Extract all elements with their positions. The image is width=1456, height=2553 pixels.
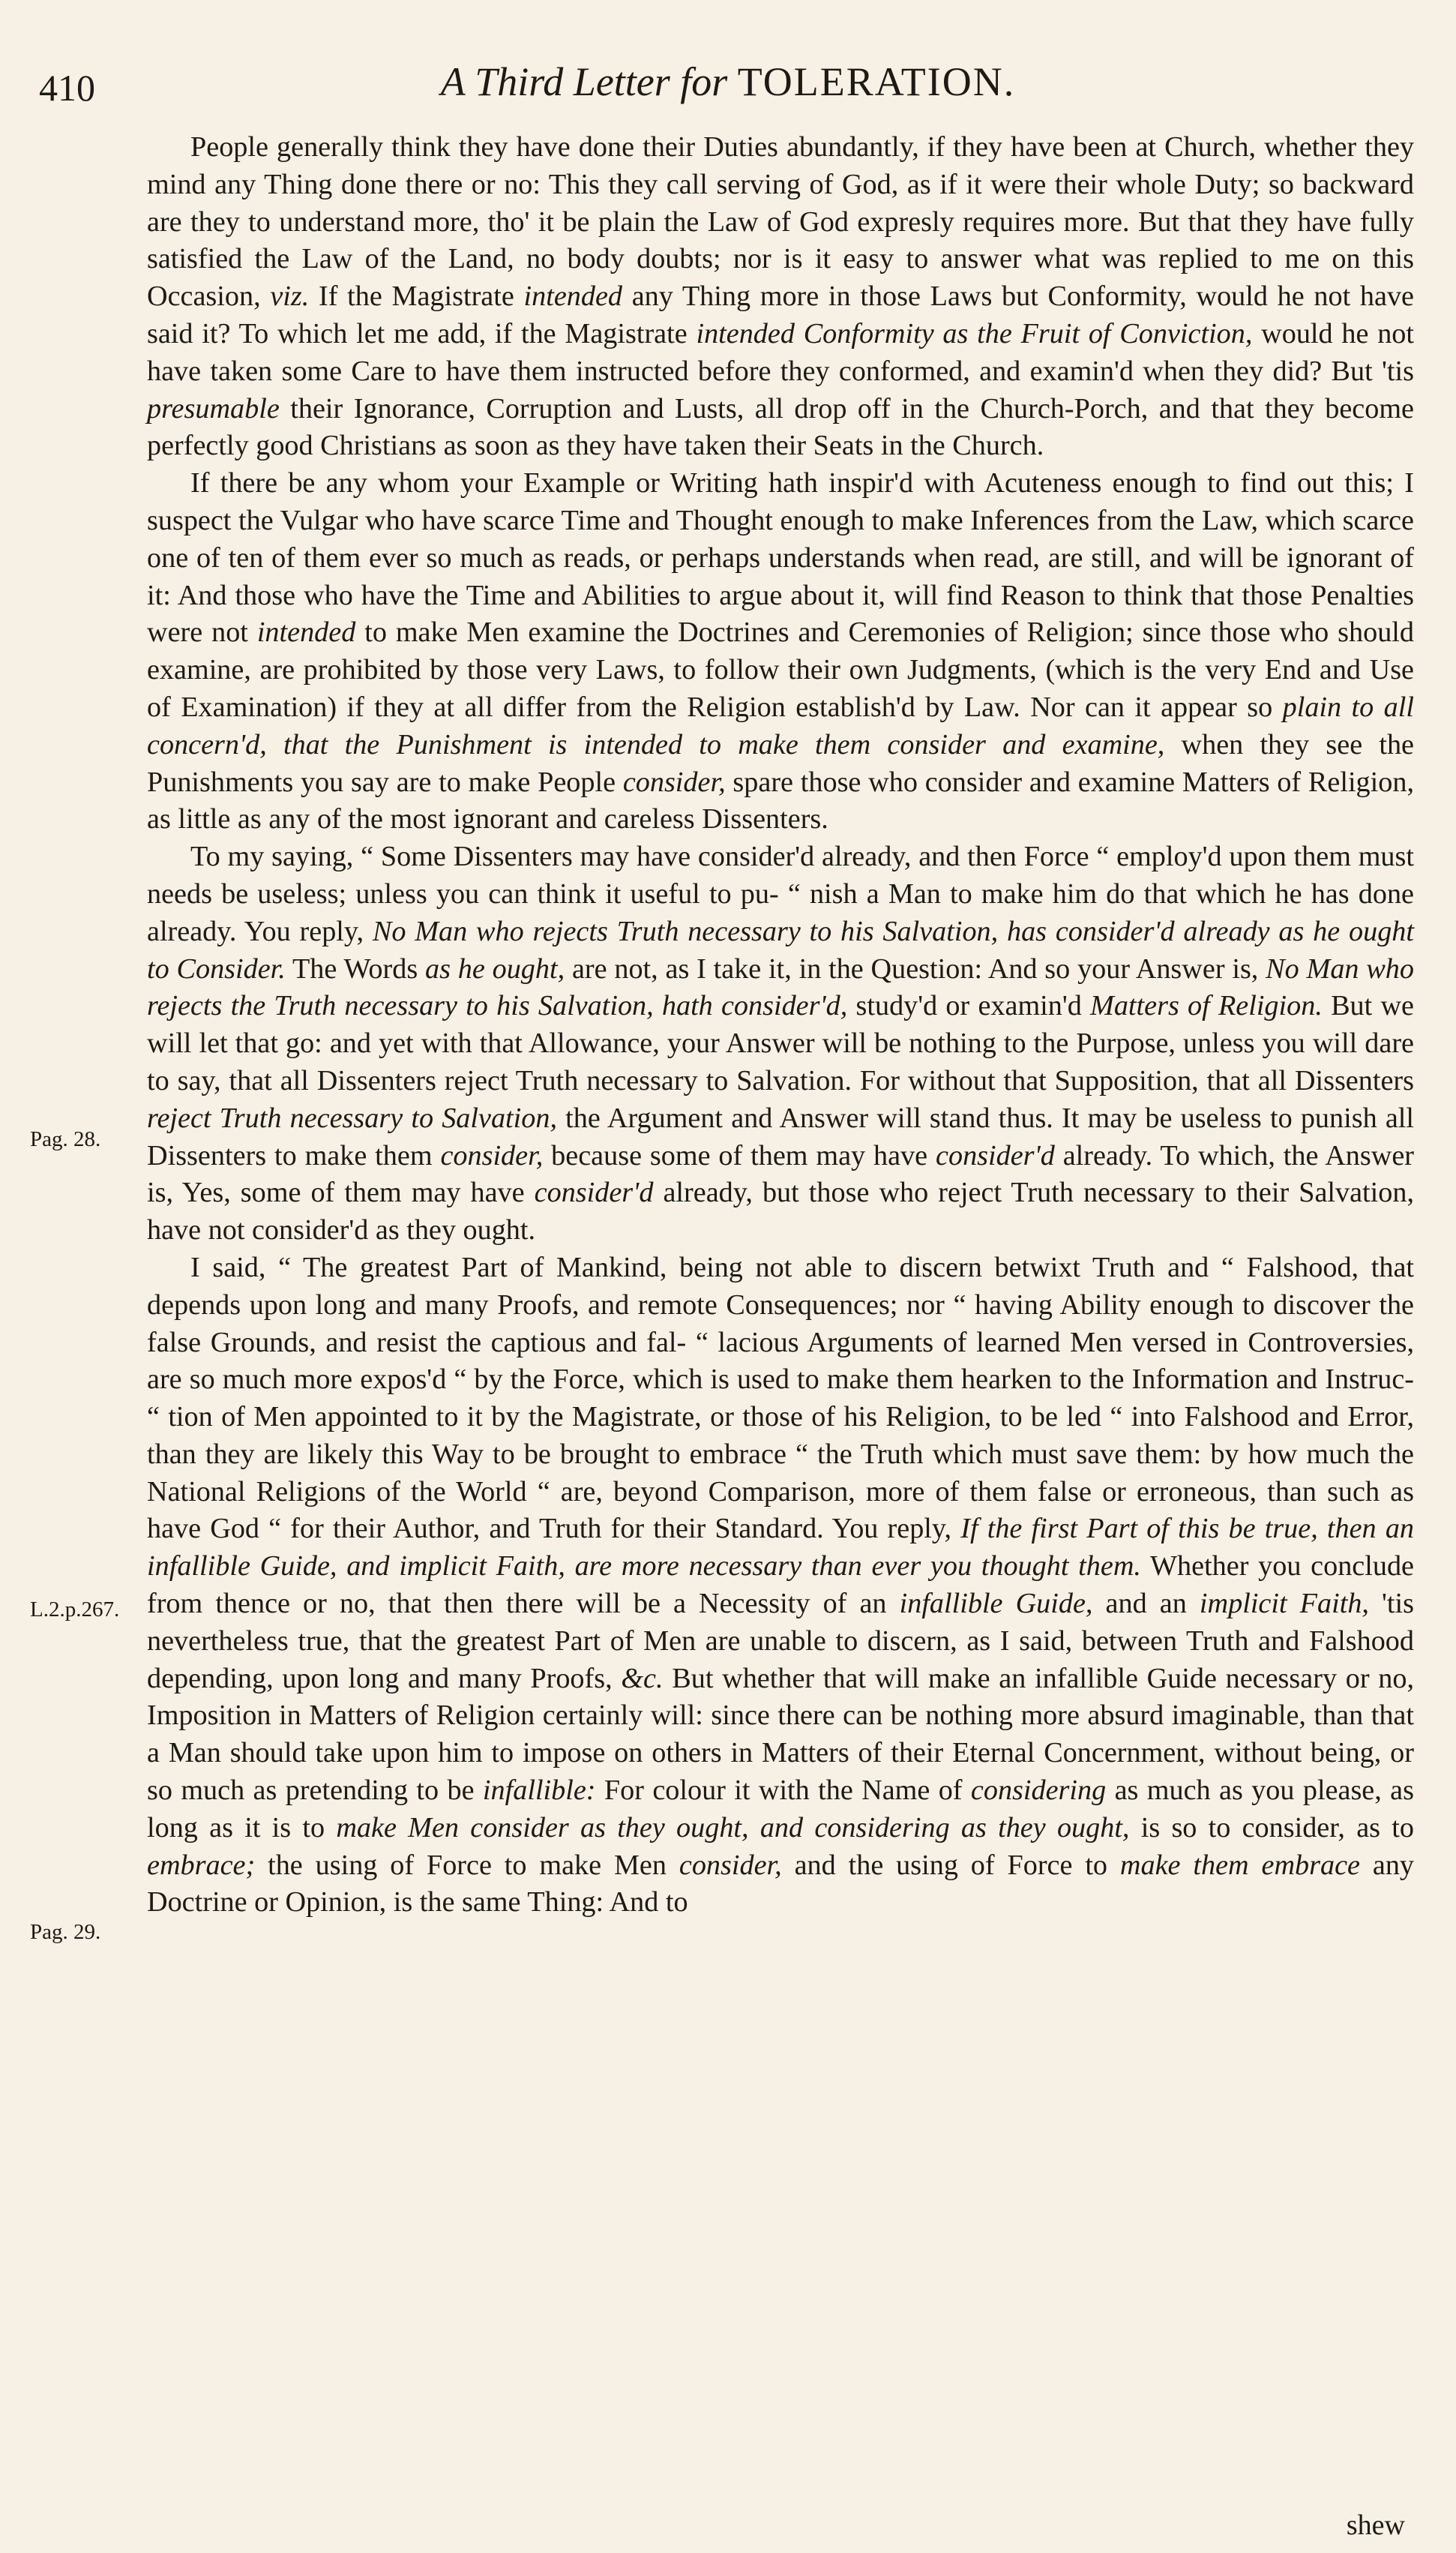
text-run: already. To which, the Answer is, Yes, some of them may have <box>147 1139 1414 1209</box>
text-run: spare those who consider and examine Matters of Religion, as little as any of the most ignorant and careless Dissenters. <box>147 766 1414 836</box>
italic-run: make Men consider as they ought, and considering as they ought, <box>336 1811 1130 1844</box>
italic-run: consider'd <box>936 1139 1055 1172</box>
text-run: and an <box>1092 1588 1200 1620</box>
page-number: 410 <box>39 67 95 109</box>
text-run: If the Magistrate <box>309 280 524 313</box>
catchword: shew <box>1346 2510 1405 2541</box>
text-run: the Argument and Answer will stand thus. It may be useless to punish all Dissenters to make them <box>147 1102 1414 1172</box>
text-run: is so to consider, as to <box>1129 1811 1414 1844</box>
italic-run: make them embrace <box>1119 1849 1360 1881</box>
italic-run: consider, <box>622 766 726 798</box>
text-run: study'd or examin'd <box>847 990 1091 1022</box>
italic-run: If the first Part of this be true, then an infallible Guide, and implicit Faith, are more necessary than ever you thought them. <box>147 1513 1415 1582</box>
text-run: The Words <box>285 952 425 985</box>
italic-run: Matters of Religion. <box>1090 990 1323 1022</box>
text-run: But whether that will make an infallible Guide necessary or no, Imposition in Matters of Religion certainly will: since there can be nothing more absurd imaginable, than that a Man should take upon him to impose on others in Matters of their Eternal Concernment, without being, or so much as pretending to be <box>147 1662 1414 1807</box>
text-run: I said, “ The greatest Part of Mankind, being not able to discern betwixt Truth and “ Falshood, that depends upon long and many Proofs, and remote Consequences; nor “ having Ability enough to discover the false Grounds, and resist the captious and fal- “ lacious Arguments of learned Men versed in Controversies, are so much more expos'd “ by the Force, which is used to make them hearken to the Information and Instruc- “ tion of Men appointed to it by the Magistrate, or those of his Religion, to be led “ into Falshood and Error, than they are likely this Way to be brought to embrace “ the Truth which must save them: by how much the National Religions of the World “ are, beyond Comparison, more of them false or erroneous, than such as have God “ for their Author, and Truth for their Standard. You reply, <box>147 1251 1414 1545</box>
italic-run: consider'd <box>534 1177 654 1209</box>
text-run: Whether you conclude from thence or no, that then there will be a Necessity of an <box>147 1550 1414 1620</box>
italic-run: No Man who rejects Truth necessary to his Salvation, has consider'd already as he ought to Consider. <box>147 915 1414 985</box>
text-run: any Thing more in those Laws but Conformity, would he not have said it? To which let me add, if the Magistrate <box>147 280 1414 350</box>
text-run: For colour it with the Name of <box>595 1774 971 1807</box>
text-run: to make Men examine the Doctrines and Ceremonies of Religion; since those who should examine, are prohibited by those very Laws, to follow their own Judgments, (which is the very End and Use of Examination) if they at all differ from the Religion establish'd by Law. Nor can it appear so <box>147 616 1415 723</box>
text-run: as much as you please, as long as it is to <box>147 1774 1414 1844</box>
italic-run: intended <box>256 616 356 649</box>
text-run: People generally think they have done their Duties abundantly, if they have been at Church, whether they mind any Thing done there or no: This they call serving of God, as if it were their whole Duty; so backward are they to understand more, tho' it be plain the Law of God expresly requires more. But that they have fully satisfied the Law of the Land, no body doubts; nor is it easy to answer what was replied to me on this Occasion, <box>147 131 1414 313</box>
text-run: But we will let that go: and yet with that Allowance, your Answer will be nothing to the Purpose, unless you will dare to say, that all Dissenters reject Truth necessary to Salvation. For without that Supposition, that all Dissenters <box>147 990 1414 1096</box>
italic-run: infallible: <box>482 1774 596 1807</box>
text-run: already, but those who reject Truth necessary to their Salvation, have not consider'd as they ought. <box>147 1177 1414 1246</box>
running-head <box>0 59 1456 104</box>
italic-run: considering <box>970 1774 1107 1807</box>
italic-run: intended <box>523 280 622 313</box>
paragraph <box>147 838 1414 1250</box>
text-run: the using of Force to make Men <box>255 1849 679 1881</box>
margin-note-l2-p267: L.2.p.267. <box>30 1598 120 1622</box>
text-run: To my saying, “ Some Dissenters may have consider'd already, and then Force “ employ'd upon them must needs be useless; unless you can think it useful to pu- “ nish a Man to make him do that which he has done already. You reply, <box>147 841 1414 947</box>
italic-run: viz. <box>270 280 310 313</box>
text-run: would he not have taken some Care to have them instructed before they conformed, and examin'd when they did? But 'tis <box>147 317 1414 387</box>
italic-run: as he ought, <box>425 952 565 985</box>
italic-run: &c. <box>621 1662 664 1694</box>
running-head-caps: TOLERATION. <box>737 59 1016 104</box>
margin-note-pag-29: Pag. 29. <box>30 1920 101 1944</box>
italic-run: consider, <box>440 1139 544 1172</box>
italic-run: embrace; <box>147 1849 256 1881</box>
text-run: any Doctrine or Opinion, is the same Thing: And to <box>147 1849 1415 1918</box>
paragraph <box>147 129 1414 465</box>
italic-run: consider, <box>679 1849 782 1881</box>
italic-run: presumable <box>147 392 280 424</box>
text-run: 'tis nevertheless true, that the greatest Part of Men are unable to discern, as I said, between Truth and Falshood depending, upon long and many Proofs, <box>147 1588 1415 1694</box>
paragraph <box>147 1250 1414 1922</box>
text-run: when they see the Punishments you say are to make People <box>147 728 1414 798</box>
italic-run: infallible Guide, <box>899 1588 1093 1620</box>
italic-run: No Man who rejects the Truth necessary to his Salvation, hath consider'd, <box>147 952 1414 1022</box>
italic-run: implicit Faith, <box>1199 1588 1369 1620</box>
paragraph <box>147 465 1414 838</box>
text-run: are not, as I take it, in the Question: And so your Answer is, <box>565 952 1266 985</box>
body-text <box>147 129 1414 1922</box>
margin-note-pag-28: Pag. 28. <box>30 1127 101 1151</box>
text-run: their Ignorance, Corruption and Lusts, all drop off in the Church-Porch, and that they become perfectly good Christians as soon as they have taken their Seats in the Church. <box>147 392 1414 462</box>
italic-run: plain to all concern'd, that the Punishment is intended to make them consider and examine, <box>147 691 1414 760</box>
text-run: because some of them may have <box>543 1139 936 1172</box>
italic-run: intended Conformity as the Fruit of Conviction, <box>696 317 1253 350</box>
running-head-title: A Third Letter for <box>440 59 738 104</box>
text-run: If there be any whom your Example or Writing hath inspir'd with Acuteness enough to find out this; I suspect the Vulgar who have scarce Time and Thought enough to make Inferences from the Law, which scarce one of ten of them ever so much as reads, or perhaps understands when read, are still, and will be ignorant of it: And those who have the Time and Abilities to argue about it, will find Reason to think that those Penalties were not <box>147 467 1414 649</box>
text-run: and the using of Force to <box>781 1849 1120 1881</box>
italic-run: reject Truth necessary to Salvation, <box>147 1102 558 1134</box>
